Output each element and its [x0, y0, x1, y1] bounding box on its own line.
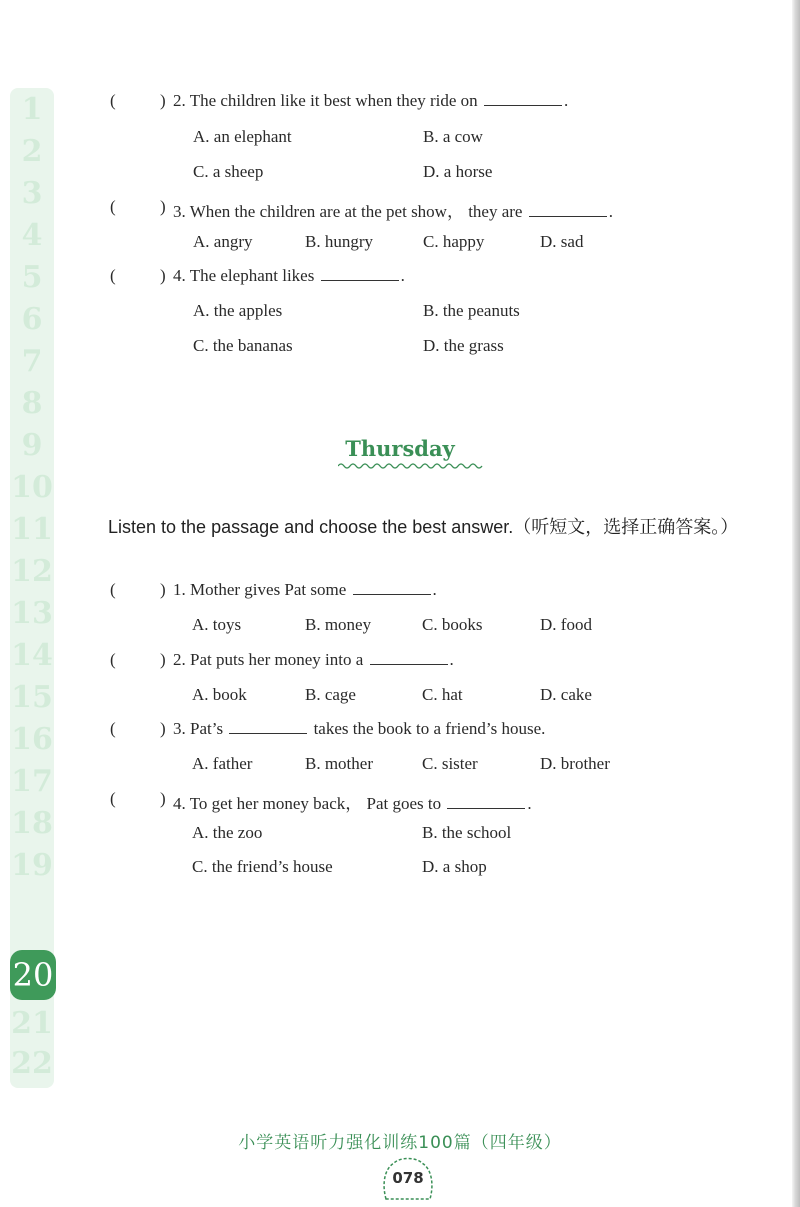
answer-paren-open: (	[110, 580, 116, 599]
current-unit-number: 20	[12, 956, 54, 994]
question-number: 3.	[173, 202, 186, 221]
answer-blank[interactable]	[529, 215, 607, 217]
question-text	[173, 580, 437, 600]
option-d: D. sad	[540, 232, 584, 251]
answer-paren-open: (	[110, 91, 116, 110]
side-number: 10	[11, 470, 53, 505]
side-number: 15	[11, 680, 53, 715]
page-number: 078	[392, 1169, 424, 1187]
option-d: D. a shop	[422, 857, 487, 876]
question-stem-end: .	[400, 266, 405, 285]
answer-paren-close: )	[160, 650, 166, 669]
side-number: 4	[21, 218, 43, 253]
question-text	[173, 266, 405, 286]
side-number: 18	[11, 806, 53, 841]
answer-blank[interactable]	[229, 732, 307, 734]
side-number: 16	[11, 722, 53, 757]
option-c: C. hat	[422, 685, 463, 704]
side-number: 17	[11, 764, 53, 799]
current-unit-badge	[10, 950, 56, 1000]
question-stem: Pat’s	[190, 719, 224, 738]
question-stem: The children like it best when they ride on	[189, 91, 478, 110]
answer-paren-close: )	[160, 91, 166, 110]
option-b: B. the school	[422, 823, 512, 842]
answer-paren-open: (	[110, 197, 116, 216]
option-a: A. the apples	[193, 301, 283, 320]
option-d: D. the grass	[423, 336, 504, 355]
option-a: A. father	[192, 754, 253, 773]
option-a: A. the zoo	[192, 823, 263, 842]
side-number: 9	[21, 428, 43, 463]
question-number: 4.	[173, 266, 186, 285]
option-b: B. hungry	[305, 232, 373, 251]
question-stem-end: .	[527, 794, 532, 813]
side-number: 5	[21, 260, 43, 295]
answer-paren-close: )	[160, 719, 166, 738]
option-b: B. cage	[305, 685, 356, 704]
answer-paren-close: )	[160, 197, 166, 216]
question-stem-end: .	[449, 650, 454, 669]
side-number: 6	[21, 302, 43, 337]
question-number: 2.	[173, 650, 186, 669]
answer-paren-open: (	[110, 789, 116, 808]
question-text	[173, 789, 532, 814]
question-text	[173, 719, 545, 739]
option-d: D. brother	[540, 754, 610, 773]
answer-paren-open: (	[110, 266, 116, 285]
answer-paren-close: )	[160, 789, 166, 808]
question-stem: Mother gives Pat some	[190, 580, 347, 599]
question-stem: To get her money back， Pat goes to	[189, 794, 442, 813]
option-d: D. cake	[540, 685, 592, 704]
side-number: 21	[11, 1006, 53, 1041]
answer-blank[interactable]	[353, 593, 431, 595]
side-number: 2	[21, 134, 43, 169]
option-b: B. the peanuts	[423, 301, 520, 320]
answer-paren-close: )	[160, 580, 166, 599]
option-c: C. happy	[423, 232, 485, 251]
option-a: A. toys	[192, 615, 242, 634]
question-stem: Pat puts her money into a	[190, 650, 364, 669]
option-c: C. the friend’s house	[192, 857, 333, 876]
side-number: 12	[11, 554, 53, 589]
side-number: 13	[11, 596, 53, 631]
side-number: 1	[21, 92, 43, 127]
side-number: 22	[11, 1046, 53, 1081]
option-d: D. a horse	[423, 162, 493, 181]
question-number: 3.	[173, 719, 186, 738]
option-a: A. book	[192, 685, 247, 704]
question-stem: When the children are at the pet show， they are	[189, 202, 523, 221]
option-c: C. a sheep	[193, 162, 264, 181]
answer-paren-open: (	[110, 650, 116, 669]
option-b: B. mother	[305, 754, 373, 773]
option-a: A. angry	[193, 232, 253, 251]
book-spine-shadow	[792, 0, 800, 1207]
option-c: C. books	[422, 615, 483, 634]
side-number: 3	[21, 176, 43, 211]
question-text	[173, 91, 568, 111]
option-a: A. an elephant	[193, 127, 292, 146]
option-d: D. food	[540, 615, 592, 634]
answer-blank[interactable]	[370, 663, 448, 665]
question-stem-end: .	[432, 580, 437, 599]
question-stem-end: .	[608, 202, 613, 221]
option-b: B. money	[305, 615, 372, 634]
option-b: B. a cow	[423, 127, 483, 146]
answer-blank[interactable]	[447, 807, 525, 809]
answer-paren-open: (	[110, 719, 116, 738]
side-number: 8	[21, 386, 43, 421]
question-text	[173, 650, 454, 670]
question-stem-end: .	[563, 91, 569, 110]
answer-blank[interactable]	[484, 104, 562, 106]
question-stem: The elephant likes	[189, 266, 315, 285]
option-c: C. sister	[422, 754, 478, 773]
wavy-underline	[338, 462, 484, 470]
book-title: 小学英语听力强化训练100篇（四年级）	[238, 1133, 562, 1153]
question-number: 1.	[173, 580, 186, 599]
question-text	[173, 197, 613, 222]
side-number: 19	[11, 848, 53, 883]
answer-paren-close: )	[160, 266, 166, 285]
question-number: 4.	[173, 794, 186, 813]
side-number: 14	[11, 638, 53, 673]
side-number: 7	[21, 344, 43, 379]
listening-instruction: Listen to the passage and choose the best answer.（听短文，选择正确答案。）	[108, 517, 739, 537]
answer-blank[interactable]	[321, 279, 399, 281]
question-stem-end: takes the book to a friend’s house.	[313, 719, 546, 738]
side-number: 11	[11, 512, 53, 547]
option-c: C. the bananas	[193, 336, 293, 355]
section-title: Thursday	[345, 436, 455, 461]
side-number-strip	[10, 88, 54, 1088]
question-number: 2.	[173, 91, 186, 110]
